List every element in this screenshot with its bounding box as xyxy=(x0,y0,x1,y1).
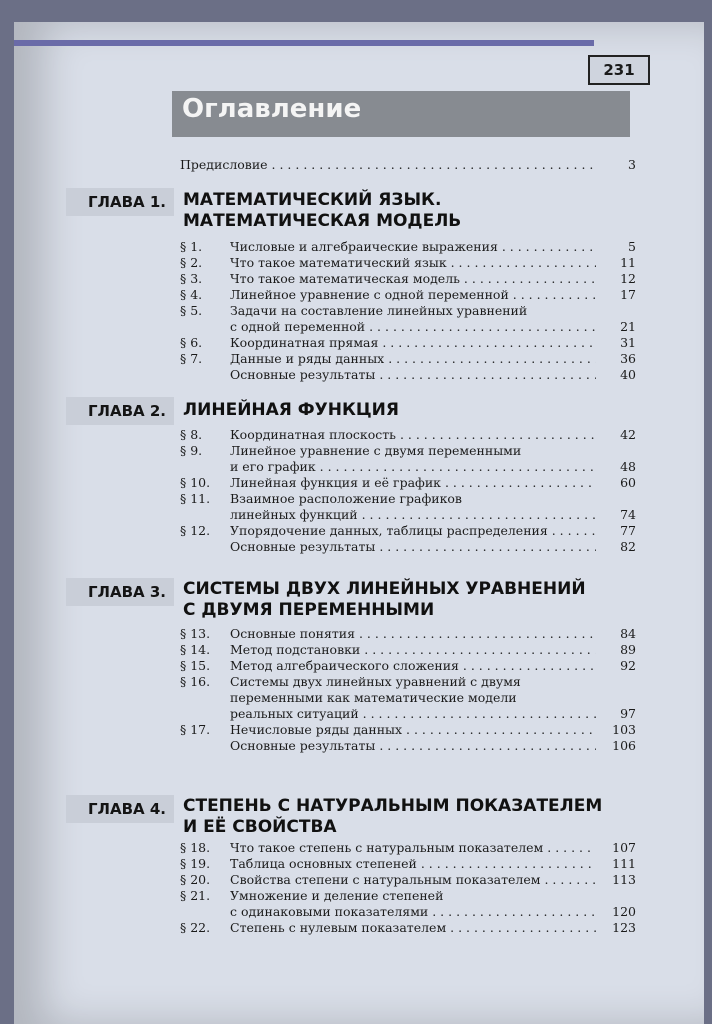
chapter-title xyxy=(183,796,602,838)
entry-page: 40 xyxy=(620,367,636,382)
toc-entry xyxy=(180,657,636,674)
title-bar xyxy=(172,91,630,137)
entry-page: 82 xyxy=(620,539,636,554)
chapter-title-line: ЛИНЕЙНАЯ ФУНКЦИЯ xyxy=(183,400,399,420)
toc-entry xyxy=(180,721,636,738)
entry-title: Основные результаты . . . xyxy=(230,366,596,383)
page-title: Оглавление xyxy=(182,94,362,124)
entry-title: Метод алгебраического сложения . . . xyxy=(230,657,596,674)
entry-page: 12 xyxy=(620,271,636,286)
entry-title: Основные результаты . . . xyxy=(230,737,596,754)
toc-entry xyxy=(180,538,636,555)
section-number: § 1. xyxy=(180,239,203,254)
entry-page: 21 xyxy=(620,319,636,334)
section-number: § 6. xyxy=(180,335,203,350)
entry-page: 36 xyxy=(620,351,636,366)
chapter-title-line: МАТЕМАТИЧЕСКИЙ ЯЗЫК. xyxy=(183,190,442,210)
chapter-title xyxy=(183,400,399,421)
header-rule xyxy=(14,40,594,46)
entry-title: Нечисловые ряды данных . . . xyxy=(230,721,596,738)
toc-entry xyxy=(180,238,636,255)
entry-page: 92 xyxy=(620,658,636,673)
entry-title: Таблица основных степеней . . . xyxy=(230,855,596,872)
entry-page: 111 xyxy=(612,856,636,871)
entry-title: Линейная функция и её график . . . xyxy=(230,474,596,491)
section-number: § 22. xyxy=(180,920,211,935)
section-number: § 7. xyxy=(180,351,203,366)
section-number: § 11. xyxy=(180,491,211,506)
section-number: § 21. xyxy=(180,888,211,903)
entry-title: Линейное уравнение с двумя переменными xyxy=(230,443,522,458)
entry-page: 42 xyxy=(620,427,636,442)
entry-title: Упорядочение данных, таблицы распределения . . . xyxy=(230,522,596,539)
chapter-title-line: И ЕЁ СВОЙСТВА xyxy=(183,817,337,837)
entry-page: 123 xyxy=(612,920,636,935)
toc-entry xyxy=(180,474,636,491)
toc-entry xyxy=(180,737,636,754)
section-number: § 18. xyxy=(180,840,211,855)
chapter-tab: ГЛАВА 2. xyxy=(66,397,174,425)
entry-page: 48 xyxy=(620,459,636,474)
section-number: § 15. xyxy=(180,658,211,673)
entry-title: и его график . . . xyxy=(230,458,596,475)
entry-page: 31 xyxy=(620,335,636,350)
toc-entry xyxy=(180,625,636,642)
entry-title: реальных ситуаций . . . xyxy=(230,705,596,722)
section-number: § 14. xyxy=(180,642,211,657)
section-number: § 9. xyxy=(180,443,203,458)
toc-entry xyxy=(180,506,636,523)
entry-title: Степень с нулевым показателем . . . xyxy=(230,919,596,936)
chapter-title-line: СТЕПЕНЬ С НАТУРАЛЬНЫМ ПОКАЗАТЕЛЕМ xyxy=(183,796,603,816)
entry-page: 77 xyxy=(620,523,636,538)
chapter-tab: ГЛАВА 3. xyxy=(66,578,174,606)
entry-page: 120 xyxy=(612,904,636,919)
chapter-title xyxy=(183,579,586,621)
toc-entry xyxy=(180,871,636,888)
entry-title: с одной переменной . . . xyxy=(230,318,596,335)
entry-title: Данные и ряды данных . . . xyxy=(230,350,596,367)
chapter-title xyxy=(183,190,461,232)
entry-title: Что такое математический язык . . . xyxy=(230,254,596,271)
entry-title: Взаимное расположение графиков xyxy=(230,491,462,506)
toc-entry xyxy=(180,641,636,658)
toc-entry xyxy=(180,254,636,271)
chapter-title-line: С ДВУМЯ ПЕРЕМЕННЫМИ xyxy=(183,600,435,620)
entry-page: 97 xyxy=(620,706,636,721)
section-number: § 13. xyxy=(180,626,211,641)
toc-entry xyxy=(180,334,636,351)
entry-page: 5 xyxy=(628,239,636,254)
section-number: § 12. xyxy=(180,523,211,538)
section-number: § 17. xyxy=(180,722,211,737)
toc-entry xyxy=(180,673,636,690)
section-number: § 8. xyxy=(180,427,203,442)
chapter-title-line: МАТЕМАТИЧЕСКАЯ МОДЕЛЬ xyxy=(183,211,462,231)
toc-entry xyxy=(180,919,636,936)
section-number: § 3. xyxy=(180,271,203,286)
entry-page: 84 xyxy=(620,626,636,641)
preface-label: Предисловие . . . xyxy=(180,156,596,173)
preface-page: 3 xyxy=(628,157,636,172)
chapter-tab: ГЛАВА 4. xyxy=(66,795,174,823)
section-number: § 4. xyxy=(180,287,203,302)
toc-entry xyxy=(180,366,636,383)
toc-entry xyxy=(180,887,636,904)
entry-title: Умножение и деление степеней xyxy=(230,888,444,903)
toc-entry xyxy=(180,903,636,920)
entry-page: 89 xyxy=(620,642,636,657)
chapter-title-line: СИСТЕМЫ ДВУХ ЛИНЕЙНЫХ УРАВНЕНИЙ xyxy=(183,579,586,599)
toc-entry xyxy=(180,318,636,335)
entry-title: Задачи на составление линейных уравнений xyxy=(230,303,528,318)
toc-entry xyxy=(180,855,636,872)
toc-entry xyxy=(180,350,636,367)
entry-page: 11 xyxy=(620,255,636,270)
entry-title: Линейное уравнение с одной переменной . . . xyxy=(230,286,596,303)
toc-entry xyxy=(180,839,636,856)
entry-page: 60 xyxy=(620,475,636,490)
preface-row xyxy=(180,156,636,173)
toc-entry xyxy=(180,302,636,319)
toc-entry xyxy=(180,689,636,706)
toc-entry xyxy=(180,705,636,722)
toc-entry xyxy=(180,490,636,507)
section-number: § 5. xyxy=(180,303,203,318)
section-number: § 16. xyxy=(180,674,211,689)
toc-entry xyxy=(180,522,636,539)
toc-entry xyxy=(180,286,636,303)
entry-page: 74 xyxy=(620,507,636,522)
entry-title: Что такое степень с натуральным показателем . . . xyxy=(230,839,596,856)
page-number: 231 xyxy=(588,55,650,85)
section-number: § 10. xyxy=(180,475,211,490)
entry-title: Что такое математическая модель . . . xyxy=(230,270,596,287)
entry-page: 106 xyxy=(612,738,636,753)
toc-entry xyxy=(180,270,636,287)
entry-title: Метод подстановки . . . xyxy=(230,641,596,658)
entry-title: Системы двух линейных уравнений с двумя xyxy=(230,674,521,689)
entry-title: линейных функций . . . xyxy=(230,506,596,523)
toc-entry xyxy=(180,426,636,443)
section-number: § 20. xyxy=(180,872,211,887)
entry-title: Основные понятия . . . xyxy=(230,625,596,642)
section-number: § 19. xyxy=(180,856,211,871)
entry-title: Числовые и алгебраические выражения . . . xyxy=(230,238,596,255)
entry-title: Основные результаты . . . xyxy=(230,538,596,555)
entry-title: с одинаковыми показателями . . . xyxy=(230,903,596,920)
toc-entry xyxy=(180,458,636,475)
entry-title: Свойства степени с натуральным показателем . . . xyxy=(230,871,596,888)
entry-title: Координатная прямая . . . xyxy=(230,334,596,351)
entry-title: Координатная плоскость . . . xyxy=(230,426,596,443)
entry-title: переменными как математические модели xyxy=(230,690,517,705)
entry-page: 107 xyxy=(612,840,636,855)
section-number: § 2. xyxy=(180,255,203,270)
chapter-tab: ГЛАВА 1. xyxy=(66,188,174,216)
entry-page: 103 xyxy=(612,722,636,737)
toc-entry xyxy=(180,442,636,459)
entry-page: 17 xyxy=(620,287,636,302)
entry-page: 113 xyxy=(612,872,636,887)
